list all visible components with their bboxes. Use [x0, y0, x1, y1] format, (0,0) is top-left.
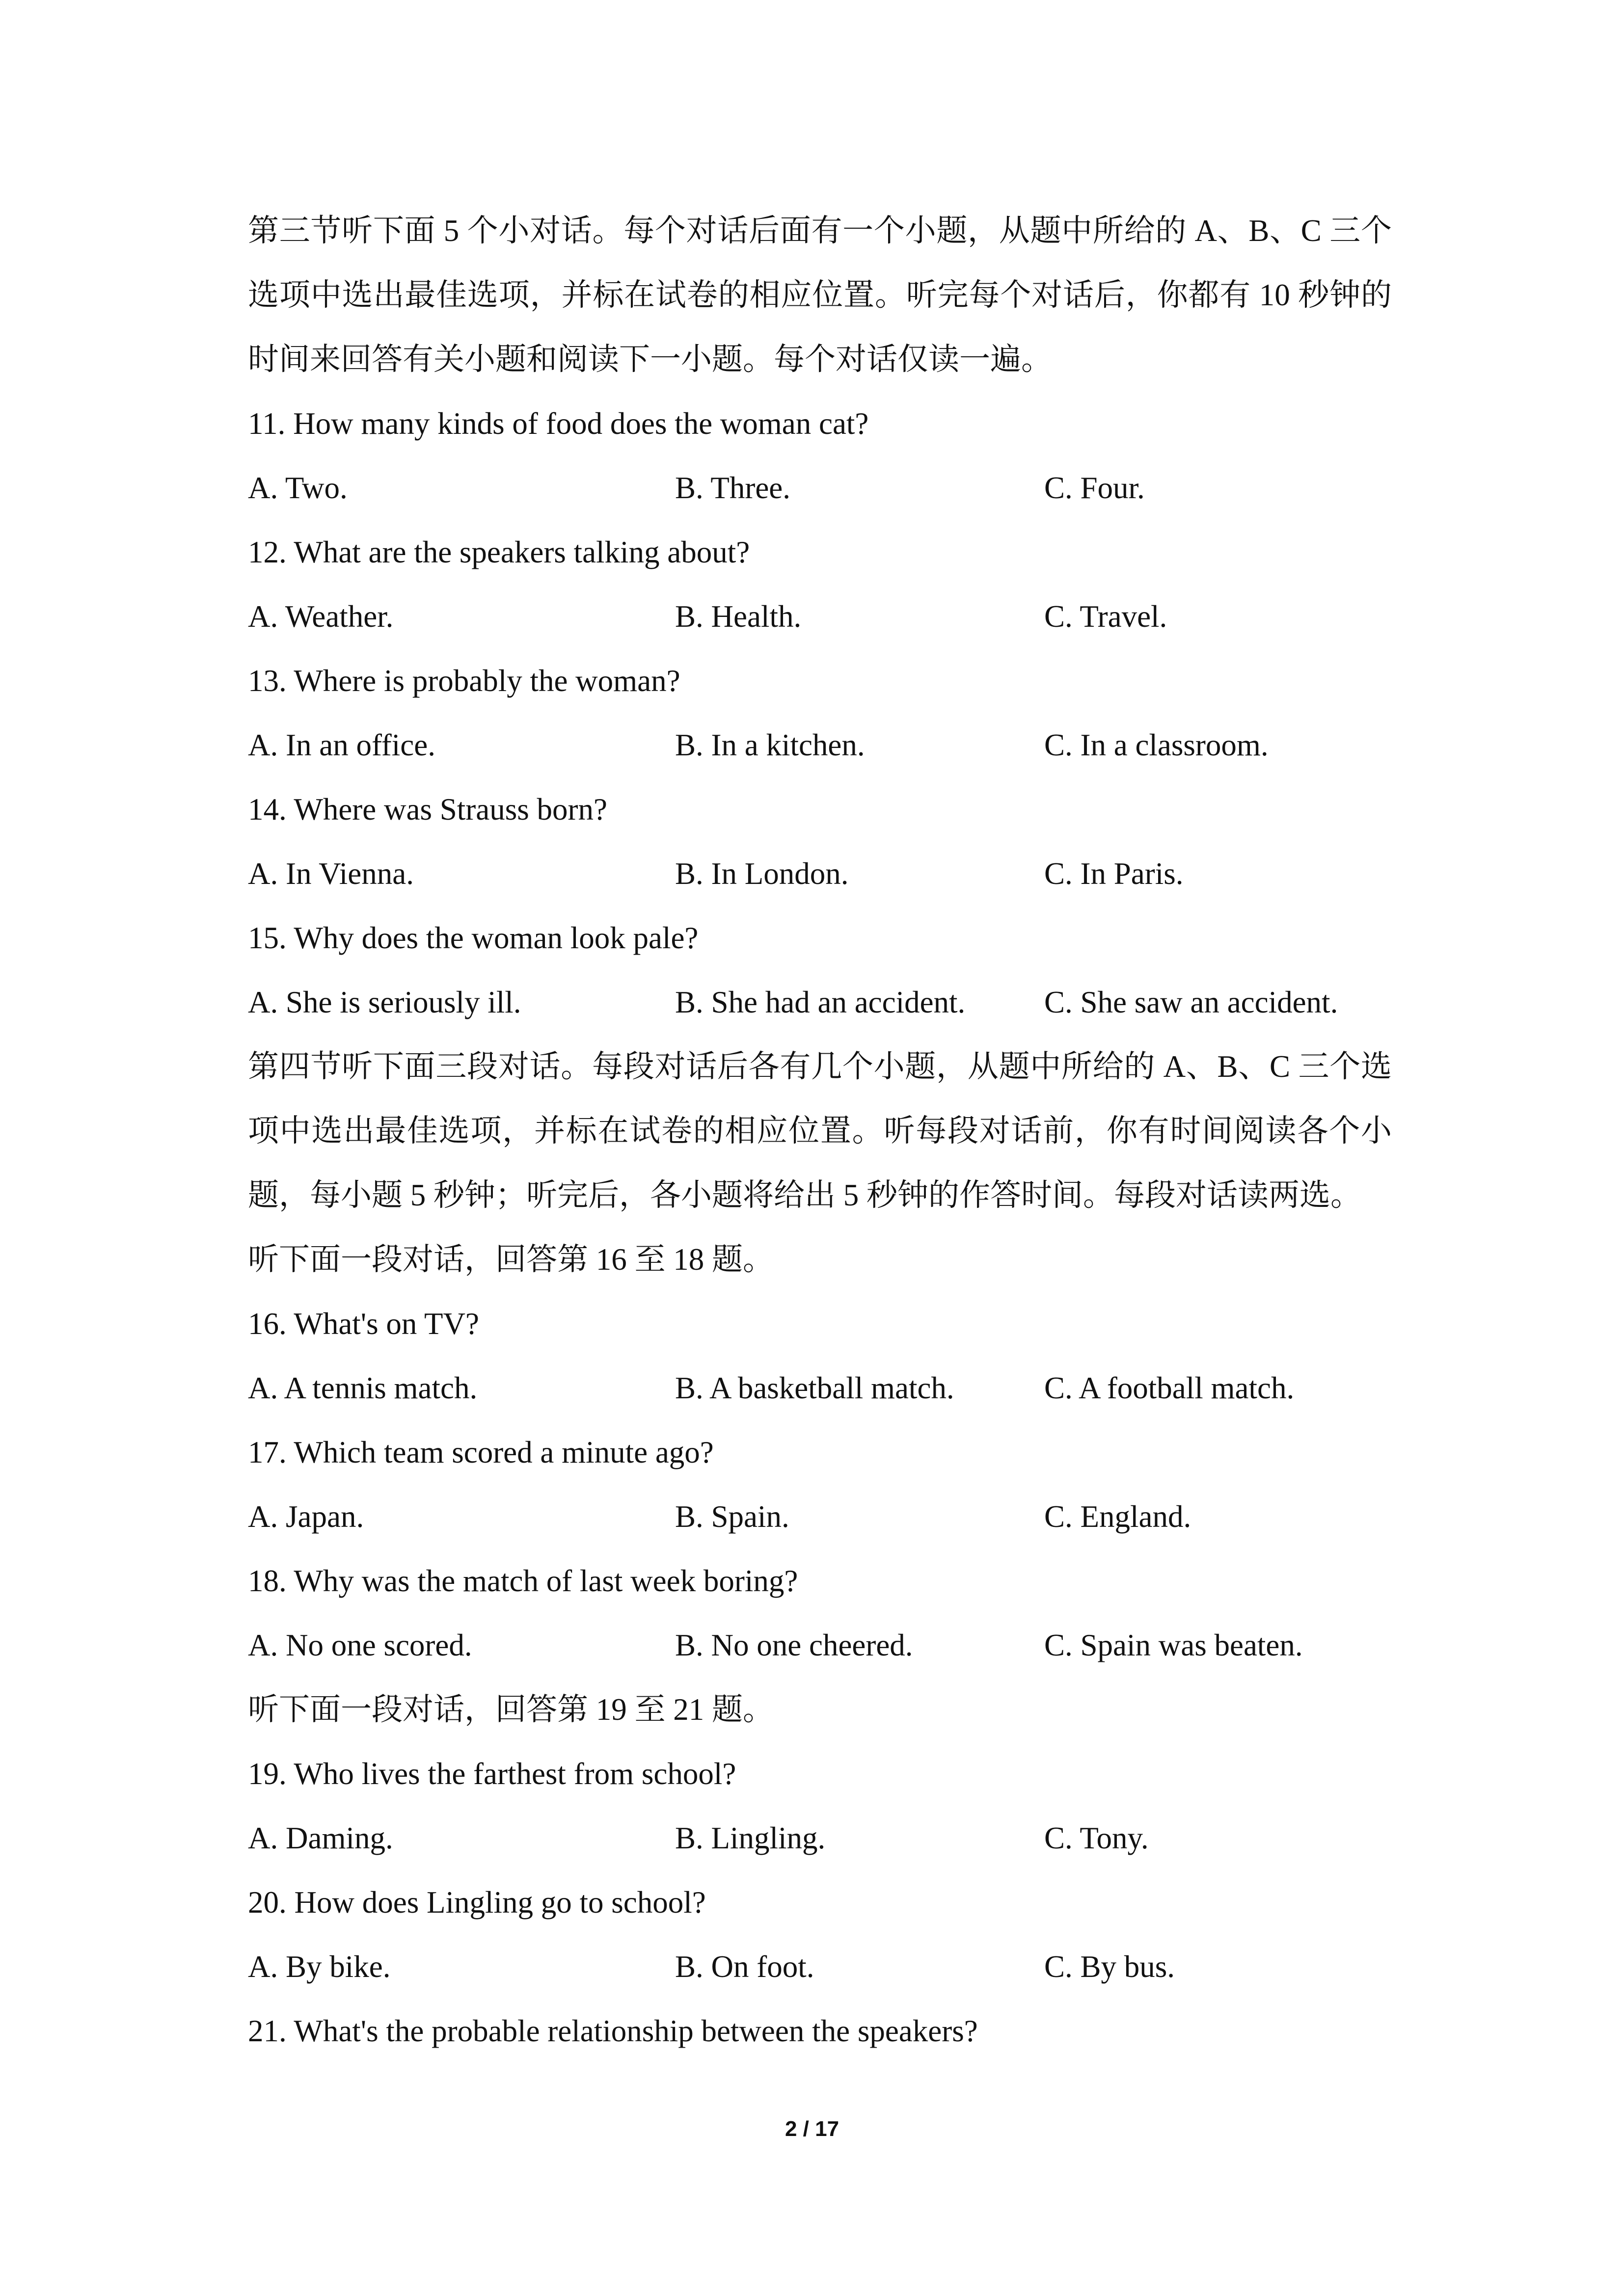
question-20-options [248, 1935, 1392, 1999]
option-c: C. Four. [1044, 471, 1145, 505]
option-b: B. She had an accident. [675, 985, 966, 1019]
section-3-instructions: 第三节听下面 5 个小对话。每个对话后面有一个小题，从题中所给的 A、B、C 三个选项中选出最佳选项，并标在试卷的相应位置。听完每个对话后，你都有 10 秒钟的时间来回答有关小题和阅读下一小题。每个对话仅读一遍。 [248, 214, 1392, 376]
option-a: A. By bike. [248, 1949, 391, 1984]
question-18: 18. Why was the match of last week boring? [248, 1564, 798, 1598]
option-c: C. By bus. [1044, 1949, 1175, 1984]
question-11: 11. How many kinds of food does the woman cat? [248, 406, 869, 441]
section-4-instructions: 第四节听下面三段对话。每段对话后各有几个小题，从题中所给的 A、B、C 三个选项中选出最佳选项，并标在试卷的相应位置。听每段对话前，你有时间阅读各个小题，每小题 5 秒钟；听完后，各小题将给出 5 秒钟的作答时间。每段对话读两选。 [248, 1049, 1392, 1212]
question-17-options [248, 1485, 1392, 1549]
option-b: B. Lingling. [675, 1821, 826, 1855]
question-11-options [248, 456, 1392, 520]
option-b: B. Spain. [675, 1499, 789, 1534]
dialogue-1-instruction: 听下面一段对话，回答第 16 至 18 题。 [248, 1242, 774, 1277]
question-14-options [248, 842, 1392, 906]
question-16: 16. What's on TV? [248, 1307, 479, 1341]
option-b: B. A basketball match. [675, 1371, 954, 1405]
option-a: A. She is seriously ill. [248, 985, 521, 1019]
option-a: A. Japan. [248, 1499, 364, 1534]
question-18-options [248, 1613, 1392, 1678]
option-a: A. Weather. [248, 599, 394, 634]
option-b: B. Three. [675, 471, 791, 505]
question-15-options [248, 970, 1392, 1035]
option-b: B. In London. [675, 856, 849, 891]
question-14: 14. Where was Strauss born? [248, 792, 607, 827]
option-c: C. Travel. [1044, 599, 1167, 634]
option-a: A. Daming. [248, 1821, 393, 1855]
question-20: 20. How does Lingling go to school? [248, 1885, 706, 1920]
page-number: 2 / 17 [785, 2117, 839, 2141]
option-c: C. In a classroom. [1044, 728, 1269, 762]
option-c: C. England. [1044, 1499, 1191, 1534]
question-15: 15. Why does the woman look pale? [248, 921, 699, 955]
question-17: 17. Which team scored a minute ago? [248, 1435, 714, 1469]
option-b: B. In a kitchen. [675, 728, 865, 762]
question-19: 19. Who lives the farthest from school? [248, 1757, 736, 1791]
question-16-options [248, 1356, 1392, 1420]
exam-page-content [248, 199, 1392, 2063]
option-a: A. Two. [248, 471, 348, 505]
option-a: A. In Vienna. [248, 856, 414, 891]
option-a: A. In an office. [248, 728, 435, 762]
question-13-options [248, 713, 1392, 777]
option-a: A. No one scored. [248, 1628, 472, 1662]
option-c: C. In Paris. [1044, 856, 1184, 891]
dialogue-2-instruction: 听下面一段对话，回答第 19 至 21 题。 [248, 1692, 774, 1727]
question-13: 13. Where is probably the woman? [248, 664, 680, 698]
option-b: B. No one cheered. [675, 1628, 913, 1662]
question-19-options [248, 1806, 1392, 1870]
question-12-options [248, 585, 1392, 649]
option-c: C. She saw an accident. [1044, 985, 1338, 1019]
option-c: C. A football match. [1044, 1371, 1295, 1405]
option-c: C. Tony. [1044, 1821, 1149, 1855]
option-b: B. Health. [675, 599, 802, 634]
question-21: 21. What's the probable relationship between the speakers? [248, 2014, 978, 2048]
question-12: 12. What are the speakers talking about? [248, 535, 750, 569]
option-c: C. Spain was beaten. [1044, 1628, 1303, 1662]
option-a: A. A tennis match. [248, 1371, 478, 1405]
option-b: B. On foot. [675, 1949, 814, 1984]
